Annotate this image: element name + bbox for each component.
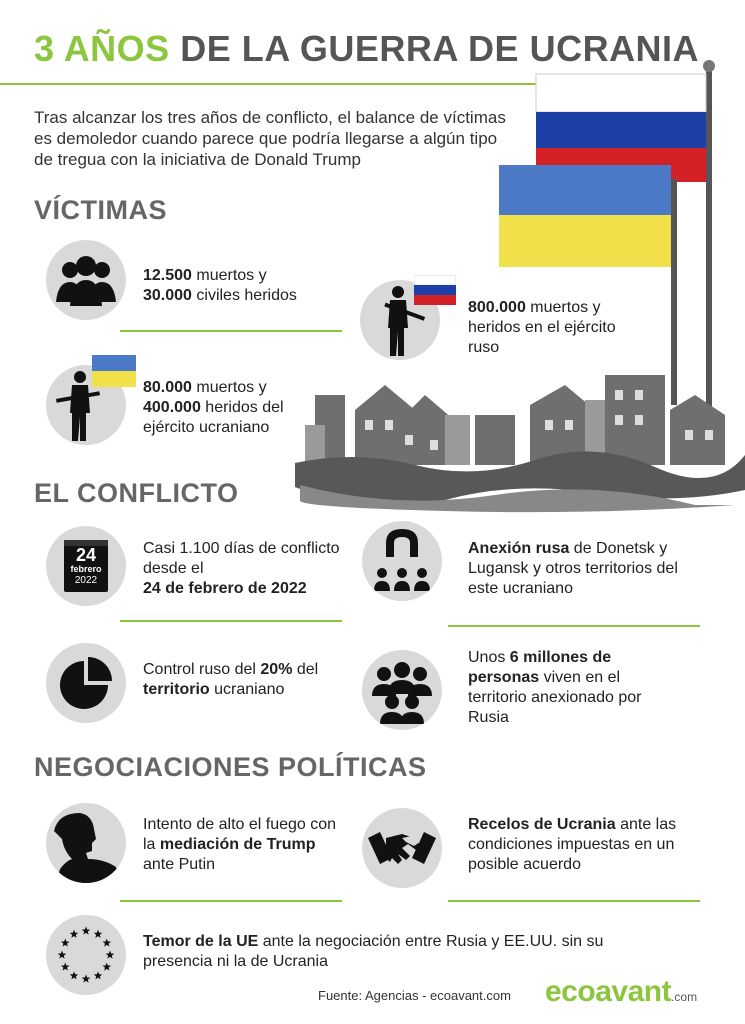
- title-divider: [0, 83, 540, 85]
- victimas-rusos-text: [468, 298, 618, 358]
- eu-star: [61, 963, 70, 971]
- conflicto-personas-text: [468, 648, 668, 728]
- civiles-heridos-value: 30.000: [143, 287, 192, 304]
- logo-suffix: .com: [671, 990, 698, 1004]
- eu-star: [70, 930, 79, 938]
- personas-value: 6 millones de personas: [468, 649, 612, 686]
- source-credit: Fuente: Agencias - ecoavant.com: [318, 988, 511, 1003]
- ruins-illustration: [295, 355, 745, 515]
- victimas-civiles-text: [143, 266, 343, 306]
- eu-stars-icon: [46, 915, 126, 995]
- divider: [448, 900, 700, 902]
- conflicto-dias-text: [143, 539, 343, 599]
- civiles-muertos-label: muertos y: [191, 267, 267, 284]
- recelos-bold: Recelos de Ucrania: [468, 816, 616, 833]
- victimas-ucranianos-text: [143, 378, 313, 438]
- recelos-label: ante las condiciones impuestas en un posible acuerdo: [468, 816, 677, 873]
- trump-bold: mediación de Trump: [159, 836, 316, 853]
- handshake-icon: [362, 808, 442, 888]
- eu-star: [61, 939, 70, 947]
- ucranianos-muertos-value: 80.000: [143, 379, 192, 396]
- calendar-icon: [46, 526, 126, 606]
- trump-label-2: ante Putin: [143, 856, 216, 873]
- magnet-people-icon: [362, 521, 442, 601]
- control-label-1: Control ruso del: [143, 661, 261, 678]
- dias-label: Casi 1.100 días de conflicto desde el: [143, 540, 340, 577]
- eu-star: [82, 927, 91, 935]
- control-territorio: territorio: [143, 681, 210, 698]
- trump-label-1: Intento de alto el fuego con la: [143, 816, 337, 853]
- eu-star: [106, 951, 115, 959]
- title-rest: DE LA GUERRA DE UCRANIA: [180, 28, 700, 69]
- ucranianos-heridos-value: 400.000: [143, 399, 201, 416]
- title-accent: 3 AÑOS: [34, 28, 170, 69]
- divider: [120, 900, 342, 902]
- control-value: 20%: [260, 661, 293, 678]
- calendar-year: 2022: [74, 575, 98, 586]
- ukraine-mini-flag: [92, 355, 136, 392]
- negociaciones-ue-text: [143, 932, 663, 972]
- eu-star: [103, 939, 112, 947]
- group-icon: [46, 240, 126, 320]
- control-label-3: ucraniano: [209, 681, 285, 698]
- pie-chart-icon: [46, 643, 126, 723]
- calendar-day: 24: [75, 545, 97, 565]
- section-conflicto: EL CONFLICTO: [34, 478, 239, 508]
- control-label-2: del: [292, 661, 319, 678]
- negociaciones-recelos-text: [468, 815, 708, 875]
- anexion-label: de Donetsk y Lugansk y otros territorios del este ucraniano: [468, 540, 678, 597]
- conflicto-control-text: [143, 660, 353, 700]
- calendar-face: [64, 546, 108, 587]
- conflicto-anexion-text: [468, 539, 708, 599]
- civiles-muertos-value: 12.500: [143, 267, 192, 284]
- eu-star: [82, 975, 91, 983]
- section-victimas: VÍCTIMAS: [34, 195, 168, 225]
- eu-star: [94, 971, 103, 979]
- negociaciones-trump-text: [143, 815, 343, 875]
- eu-star: [103, 963, 112, 971]
- trump-silhouette-icon: [46, 803, 126, 883]
- personas-label-2: viven en el territorio anexionado por Rusia: [468, 669, 642, 726]
- divider: [448, 625, 700, 627]
- rusos-label: muertos y heridos en el ejército ruso: [468, 299, 616, 356]
- anexion-bold: Anexión rusa: [468, 540, 570, 557]
- rusos-value: 800.000: [468, 299, 526, 316]
- personas-label-1: Unos: [468, 649, 510, 666]
- ue-label: ante la negociación entre Rusia y EE.UU. sin su presencia ni la de Ucrania: [143, 933, 604, 970]
- ue-bold: Temor de la UE: [143, 933, 259, 950]
- calendar-month: febrero: [70, 564, 102, 574]
- divider: [120, 330, 342, 332]
- crowd-icon: [362, 650, 442, 730]
- russia-mini-flag: [414, 275, 456, 310]
- ucranianos-muertos-label: muertos y: [191, 379, 267, 396]
- section-negociaciones: NEGOCIACIONES POLÍTICAS: [34, 752, 427, 782]
- ecoavant-logo: [545, 975, 697, 1009]
- eu-star: [94, 930, 103, 938]
- civiles-heridos-label: civiles heridos: [191, 287, 297, 304]
- eu-star: [58, 951, 67, 959]
- eu-star: [70, 971, 79, 979]
- intro-text: Tras alcanzar los tres años de conflicto, el balance de víctimas es demoledor cuando parece que podría llegarse a algún tipo de tregua con la iniciativa de Donald Trump: [34, 108, 506, 169]
- logo-text: ecoavant: [545, 975, 672, 1008]
- ucranianos-heridos-label: heridos del ejército ucraniano: [143, 399, 284, 436]
- dias-fecha: 24 de febrero de 2022: [143, 580, 307, 597]
- divider: [120, 620, 342, 622]
